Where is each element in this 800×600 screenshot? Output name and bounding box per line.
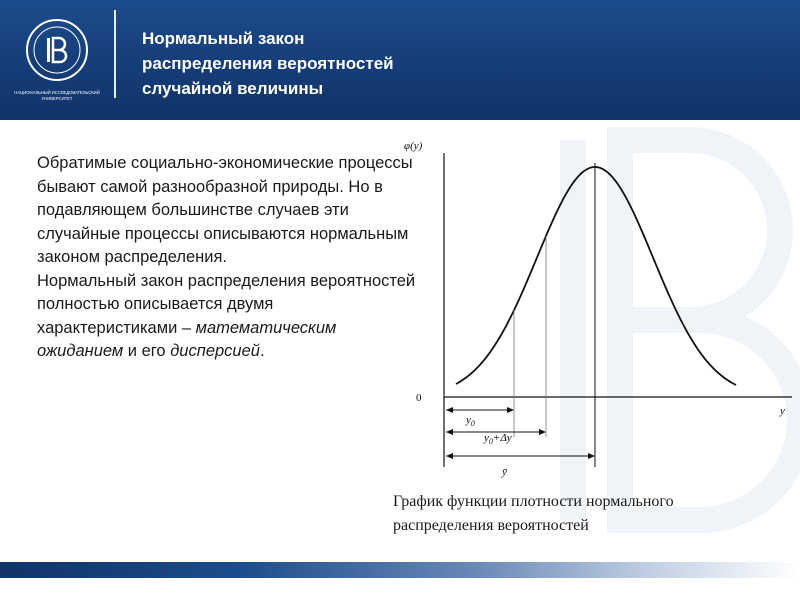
term-variance: дисперсией	[170, 342, 260, 360]
slide-title	[142, 26, 562, 101]
mean-arrow-head-right	[588, 453, 595, 459]
y0-arrow-head-left	[446, 407, 453, 413]
y0-label	[465, 414, 475, 428]
y-axis-label: φ(y)	[404, 140, 423, 152]
body-paragraph-2-middle: и его	[123, 342, 171, 360]
y0-arrow-head-right	[507, 407, 514, 413]
slide-title-line-3: случайной величины	[142, 79, 324, 98]
y0-label-sub: 0	[470, 419, 475, 428]
body-paragraph-1: Обратимые социально-экономические процессы бывают самой разнообразной природы. Но в подавляющем большинстве случаев эти случайные процессы описываются нормальным законом распределения.	[37, 154, 413, 266]
chart-caption	[393, 490, 793, 538]
y0-dy-label-sub: 0	[488, 437, 493, 446]
slide-header	[0, 0, 800, 120]
body-paragraph-2-prefix: Нормальный закон распределения вероятностей полностью описывается двумя характеристиками –	[37, 271, 416, 337]
chart-caption-line-1: График функции плотности нормального	[393, 493, 674, 510]
y0-label-main: y	[466, 414, 471, 426]
logo-caption-line-2: УНИВЕРСИТЕТ	[41, 96, 73, 101]
slide-title-line-2: распределения вероятностей	[142, 54, 394, 73]
body-paragraph-2	[37, 270, 417, 364]
body-text	[37, 152, 417, 364]
university-logo-icon	[14, 10, 100, 110]
term-expectation: математическим ожиданием	[37, 318, 337, 360]
mean-arrow-head-left	[446, 453, 453, 459]
mean-label: ȳ	[502, 466, 507, 478]
footer-bar	[0, 562, 800, 578]
normal-density-chart	[400, 135, 800, 485]
y0-dy-label-main: y	[484, 432, 489, 444]
y0-dy-arrow-head-left	[446, 429, 453, 435]
body-paragraph-2-suffix: .	[259, 342, 265, 360]
y0-dy-label-suffix: +Δy	[492, 432, 512, 444]
y0-dy-label	[483, 432, 512, 446]
header-divider	[114, 10, 116, 98]
x-axis-label: y	[780, 405, 785, 417]
chart-caption-line-2: распределения вероятностей	[393, 517, 589, 534]
density-curve	[456, 167, 736, 385]
slide-title-line-1: Нормальный закон	[142, 29, 305, 48]
logo-caption-line-1: НАЦИОНАЛЬНЫЙ ИССЛЕДОВАТЕЛЬСКИЙ	[14, 90, 100, 95]
origin-label: 0	[416, 392, 422, 404]
y0-dy-arrow-head-right	[539, 429, 546, 435]
